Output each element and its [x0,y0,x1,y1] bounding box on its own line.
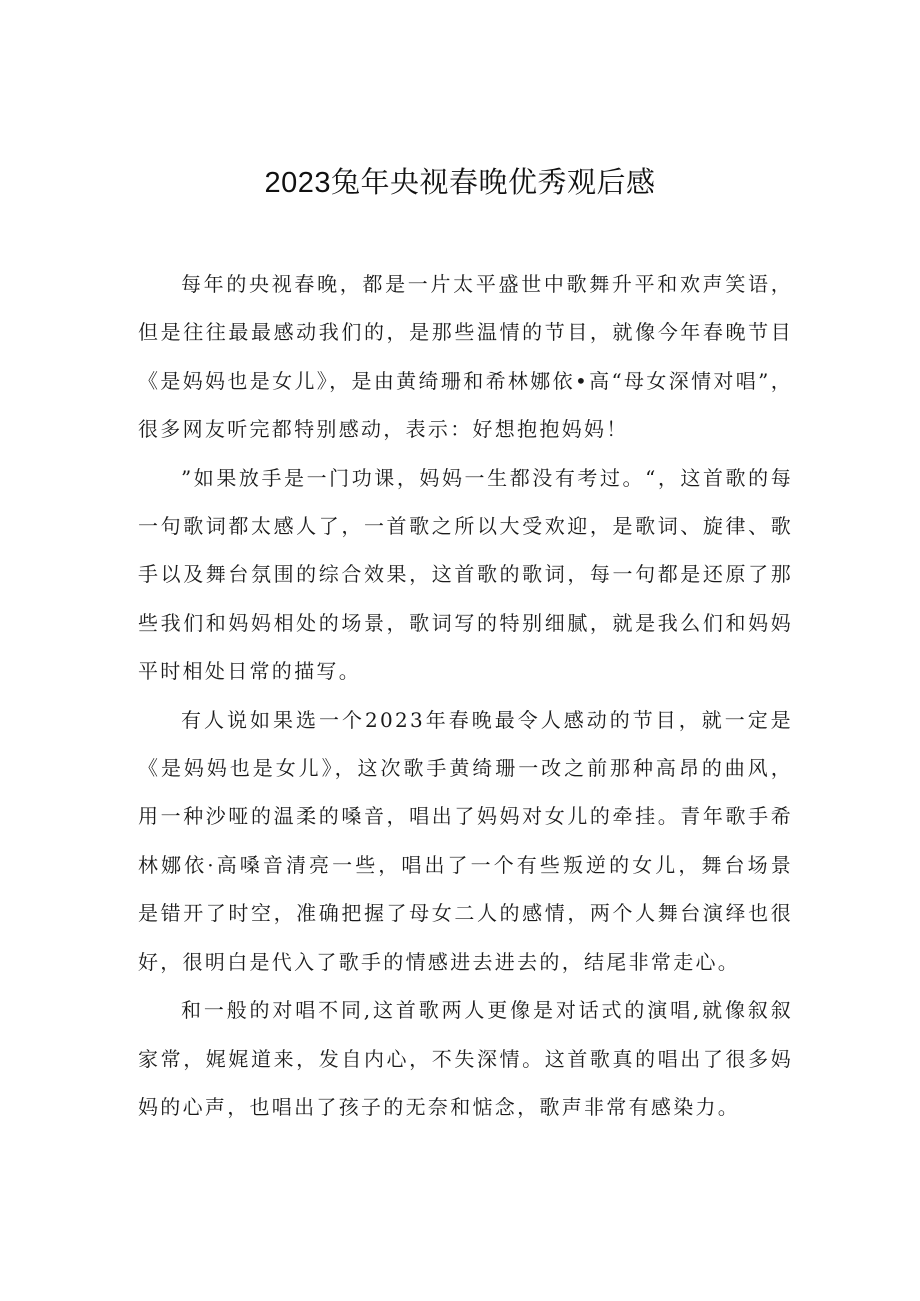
paragraph-3: 有人说如果选一个2023年春晚最令人感动的节目，就一定是《是妈妈也是女儿》，这次歌手黄绮珊一改之前那种高昂的曲风，用一种沙哑的温柔的嗓音，唱出了妈妈对女儿的牵挂。青年歌手希林娜依·高嗓音清亮一些，唱出了一个有些叛逆的女儿，舞台场景是错开了时空，准确把握了母女二人的感情，两个人舞台演绎也很好，很明白是代入了歌手的情感进去进去的，结尾非常走心。 [138,707,793,974]
document-title: 2023兔年央视春晚优秀观后感 [264,167,656,199]
paragraph-4: 和一般的对唱不同,这首歌两人更像是对话式的演唱,就像叙叙家常，娓娓道来，发自内心，不失深情。这首歌真的唱出了很多妈妈的心声，也唱出了孩子的无奈和惦念，歌声非常有感染力。 [138,998,793,1119]
paragraph-2: ”如果放手是一门功课，妈妈一生都没有考过。“，这首歌的每一句歌词都太感人了，一首歌之所以大受欢迎，是歌词、旋律、歌手以及舞台氛围的综合效果，这首歌的歌词，每一句都是还原了那些我们和妈妈相处的场景，歌词写的特别细腻，就是我么们和妈妈平时相处日常的描写。 [138,465,793,684]
paragraph-1: 每年的央视春晚，都是一片太平盛世中歌舞升平和欢声笑语，但是往往最最感动我们的，是那些温情的节目，就像今年春晚节目《是妈妈也是女儿》，是由黄绮珊和希林娜依•高“母女深情对唱”，很多网友听完都特别感动，表示：好想抱抱妈妈！ [138,272,793,442]
document-body [138,260,793,1131]
